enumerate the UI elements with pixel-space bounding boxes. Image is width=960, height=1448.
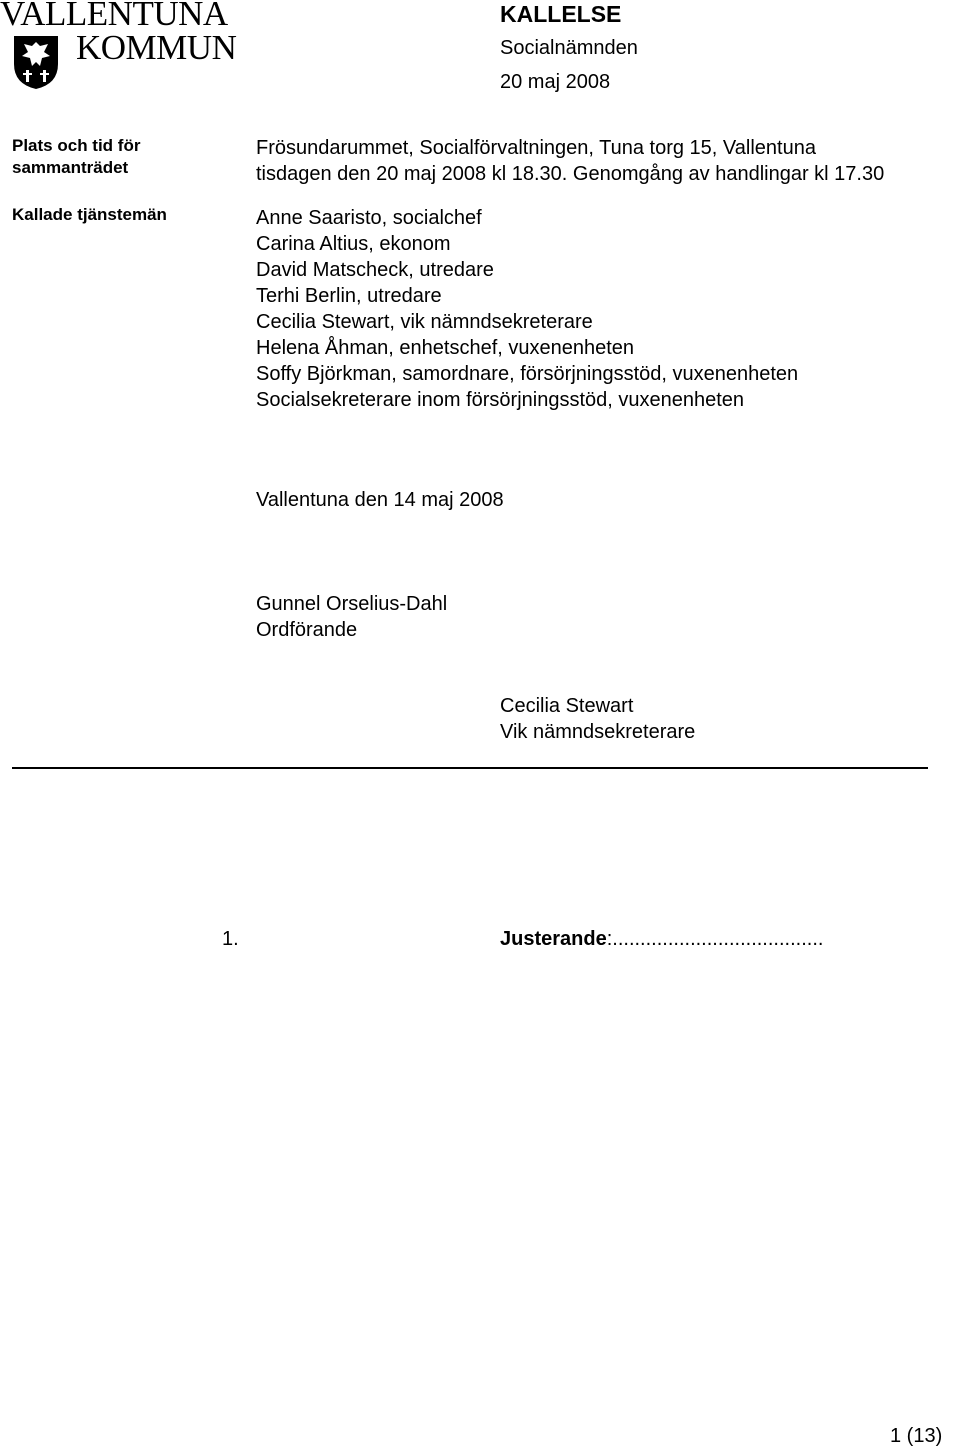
time-line: tisdagen den 20 maj 2008 kl 18.30. Genomgång av handlingar kl 17.30: [256, 163, 885, 185]
secretary-role: Vik nämndsekreterare: [500, 721, 696, 743]
chair-role: Ordförande: [256, 619, 358, 641]
page-number: 1 (13): [890, 1425, 943, 1447]
divider: [12, 767, 928, 769]
secretary-name: Cecilia Stewart: [500, 695, 634, 717]
document-title: KALLELSE: [500, 1, 622, 27]
agenda-item-number: 1.: [222, 928, 239, 950]
place-time-label: [12, 135, 140, 179]
official-item: Carina Altius, ekonom: [256, 233, 451, 255]
place-time-text: [256, 135, 884, 187]
agenda-item-dots: :......................................: [606, 928, 824, 950]
coat-of-arms-icon: [12, 34, 60, 90]
meeting-date: 20 maj 2008: [500, 71, 611, 93]
officials-label: Kallade tjänstemän: [12, 205, 167, 224]
official-item: Soffy Björkman, samordnare, försörjningsstöd, vuxenenheten: [256, 363, 799, 385]
committee-name: Socialnämnden: [500, 37, 638, 59]
chair-signature: [256, 591, 447, 643]
notice-place-date: Vallentuna den 14 maj 2008: [256, 489, 504, 511]
official-item: Socialsekreterare inom försörjningsstöd, vuxenenheten: [256, 389, 745, 411]
chair-name: Gunnel Orselius-Dahl: [256, 593, 448, 615]
logo-line-2: KOMMUN: [76, 28, 237, 67]
official-item: Cecilia Stewart, vik nämndsekreterare: [256, 311, 593, 333]
place-time-label-line: Plats och tid för: [12, 136, 141, 155]
official-item: Helena Åhman, enhetschef, vuxenenheten: [256, 337, 635, 359]
agenda-item-title: Justerande: [500, 928, 607, 950]
official-item: Anne Saaristo, socialchef: [256, 207, 482, 229]
place-time-label-line: sammanträdet: [12, 158, 129, 177]
secretary-signature: [500, 693, 695, 745]
agenda-item: [500, 926, 823, 952]
official-item: Terhi Berlin, utredare: [256, 285, 442, 307]
officials-list: [256, 205, 798, 413]
official-item: David Matscheck, utredare: [256, 259, 494, 281]
place-line: Frösundarummet, Socialförvaltningen, Tuna torg 15, Vallentuna: [256, 137, 816, 159]
municipality-logo: [0, 0, 250, 95]
logo-line-1: VALLENTUNA: [0, 0, 228, 33]
